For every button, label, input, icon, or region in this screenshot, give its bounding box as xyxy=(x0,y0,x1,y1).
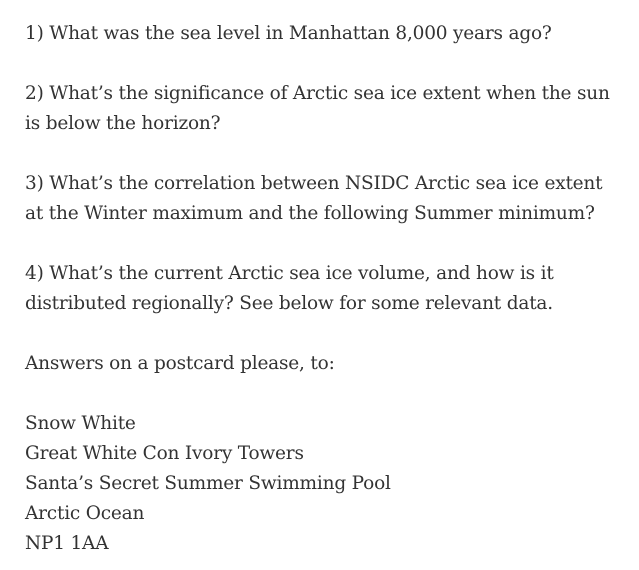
article-body xyxy=(25,19,625,559)
address-line-building: Great White Con Ivory Towers xyxy=(25,443,304,464)
question-4: 4) What’s the current Arctic sea ice volume, and how is it distributed regionally? See below for some relevant data. xyxy=(25,263,554,314)
question-3: 3) What’s the correlation between NSIDC Arctic sea ice extent at the Winter maximum and the following Summer minimum? xyxy=(25,173,603,224)
postal-address xyxy=(25,409,625,559)
question-1: 1) What was the sea level in Manhattan 8,000 years ago? xyxy=(25,23,552,44)
answers-intro: Answers on a postcard please, to: xyxy=(25,353,335,374)
address-line-street: Santa’s Secret Summer Swimming Pool xyxy=(25,473,391,494)
address-line-region: Arctic Ocean xyxy=(25,503,145,524)
address-line-postcode: NP1 1AA xyxy=(25,533,109,554)
address-line-name: Snow White xyxy=(25,413,136,434)
question-2: 2) What’s the significance of Arctic sea ice extent when the sun is below the horizon? xyxy=(25,83,610,134)
